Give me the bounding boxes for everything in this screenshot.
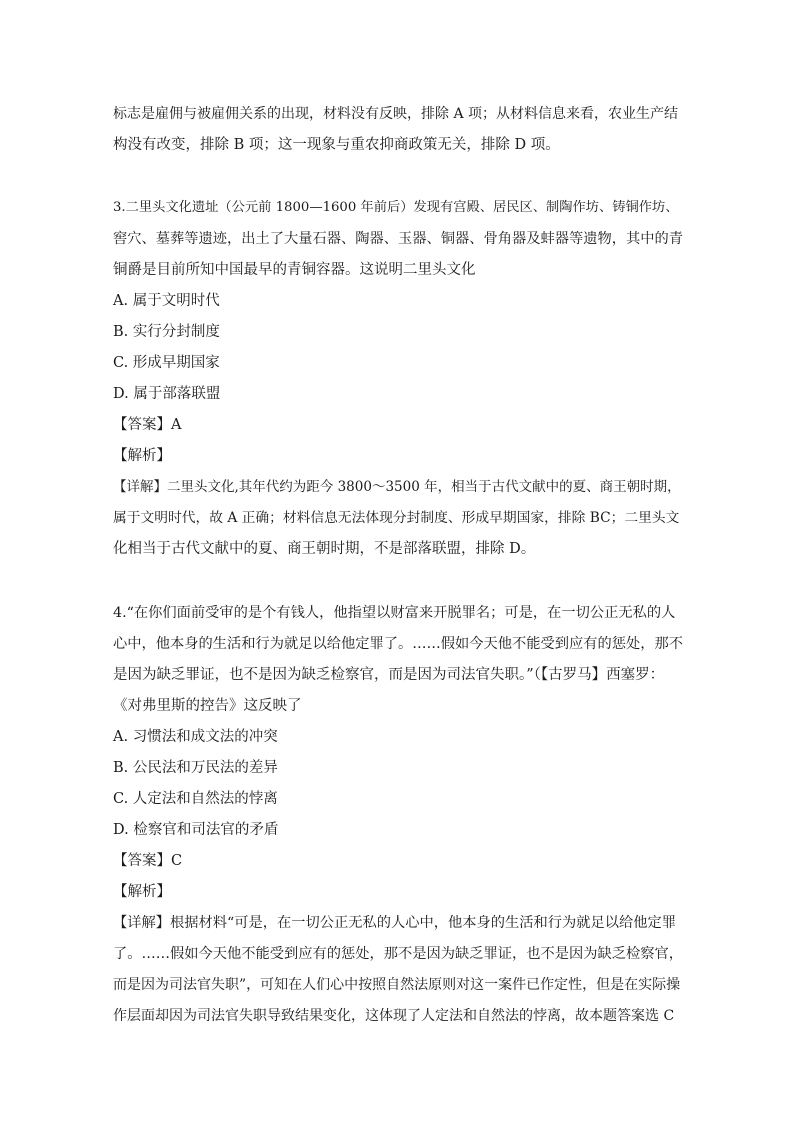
question-4-stem: 心中，他本身的生活和行为就足以给他定罪了。……假如今天他不能受到应有的惩处，那不 bbox=[113, 636, 684, 652]
explanation-text: 【详解】根据材料“可是，在一切公正无私的人心中，他本身的生活和行为就足以给他定罪 bbox=[113, 915, 677, 931]
answer-label: 【答案】C bbox=[113, 853, 183, 869]
option-d: D. 检察官和司法官的矛盾 bbox=[113, 822, 279, 838]
explanation-text: 化相当于古代文献中的夏、商王朝时期，不是部落联盟，排除 D。 bbox=[113, 541, 536, 557]
question-4-stem: 《对弗里斯的控告》这反映了 bbox=[113, 698, 302, 714]
text-line: 构没有改变，排除 B 项；这一现象与重农抑商政策无关，排除 D 项。 bbox=[113, 137, 560, 153]
analysis-label: 【解析】 bbox=[113, 884, 171, 900]
explanation-text: 了。……假如今天他不能受到应有的惩处，那不是因为缺乏罪证，也不是因为缺乏检察官， bbox=[113, 946, 684, 962]
analysis-label: 【解析】 bbox=[113, 448, 171, 464]
option-d: D. 属于部落联盟 bbox=[113, 386, 221, 402]
question-4-stem: 4.“在你们面前受审的是个有钱人，他指望以财富来开脱罪名；可是，在一切公正无私的人 bbox=[113, 605, 676, 621]
option-c: C. 人定法和自然法的悖离 bbox=[113, 791, 278, 807]
explanation-text: 作层面却因为司法官失职导致结果变化，这体现了人定法和自然法的悖离，故本题答案选 C bbox=[113, 1008, 675, 1024]
question-4-stem: 是因为缺乏罪证，也不是因为缺乏检察官，而是因为司法官失职。”（【古罗马】西塞罗： bbox=[113, 667, 665, 683]
option-a: A. 属于文明时代 bbox=[113, 293, 220, 309]
option-a: A. 习惯法和成文法的冲突 bbox=[113, 729, 278, 745]
option-b: B. 实行分封制度 bbox=[113, 324, 220, 340]
text-line: 标志是雇佣与被雇佣关系的出现，材料没有反映，排除 A 项；从材料信息来看，农业生产结 bbox=[113, 106, 679, 122]
explanation-text: 【详解】二里头文化,其年代约为距今 3800～3500 年，相当于古代文献中的夏、商王朝时期， bbox=[113, 479, 681, 495]
question-3-stem: 窖穴、墓葬等遗迹，出土了大量石器、陶器、玉器、铜器、骨角器及蚌器等遗物，其中的青 bbox=[113, 231, 684, 247]
explanation-text: 属于文明时代，故 A 正确；材料信息无法体现分封制度、形成早期国家，排除 BC；二里头文 bbox=[113, 510, 680, 526]
question-3-stem: 3.二里头文化遗址（公元前 1800—1600 年前后）发现有宫殿、居民区、制陶作坊、铸铜作坊、 bbox=[113, 200, 679, 215]
question-3-stem: 铜爵是目前所知中国最早的青铜容器。这说明二里头文化 bbox=[113, 262, 476, 278]
answer-label: 【答案】A bbox=[113, 417, 182, 433]
option-c: C. 形成早期国家 bbox=[113, 355, 220, 371]
explanation-text: 而是因为司法官失职”，可知在人们心中按照自然法原则对这一案件已作定性，但是在实际操 bbox=[113, 977, 681, 993]
option-b: B. 公民法和万民法的差异 bbox=[113, 760, 278, 776]
